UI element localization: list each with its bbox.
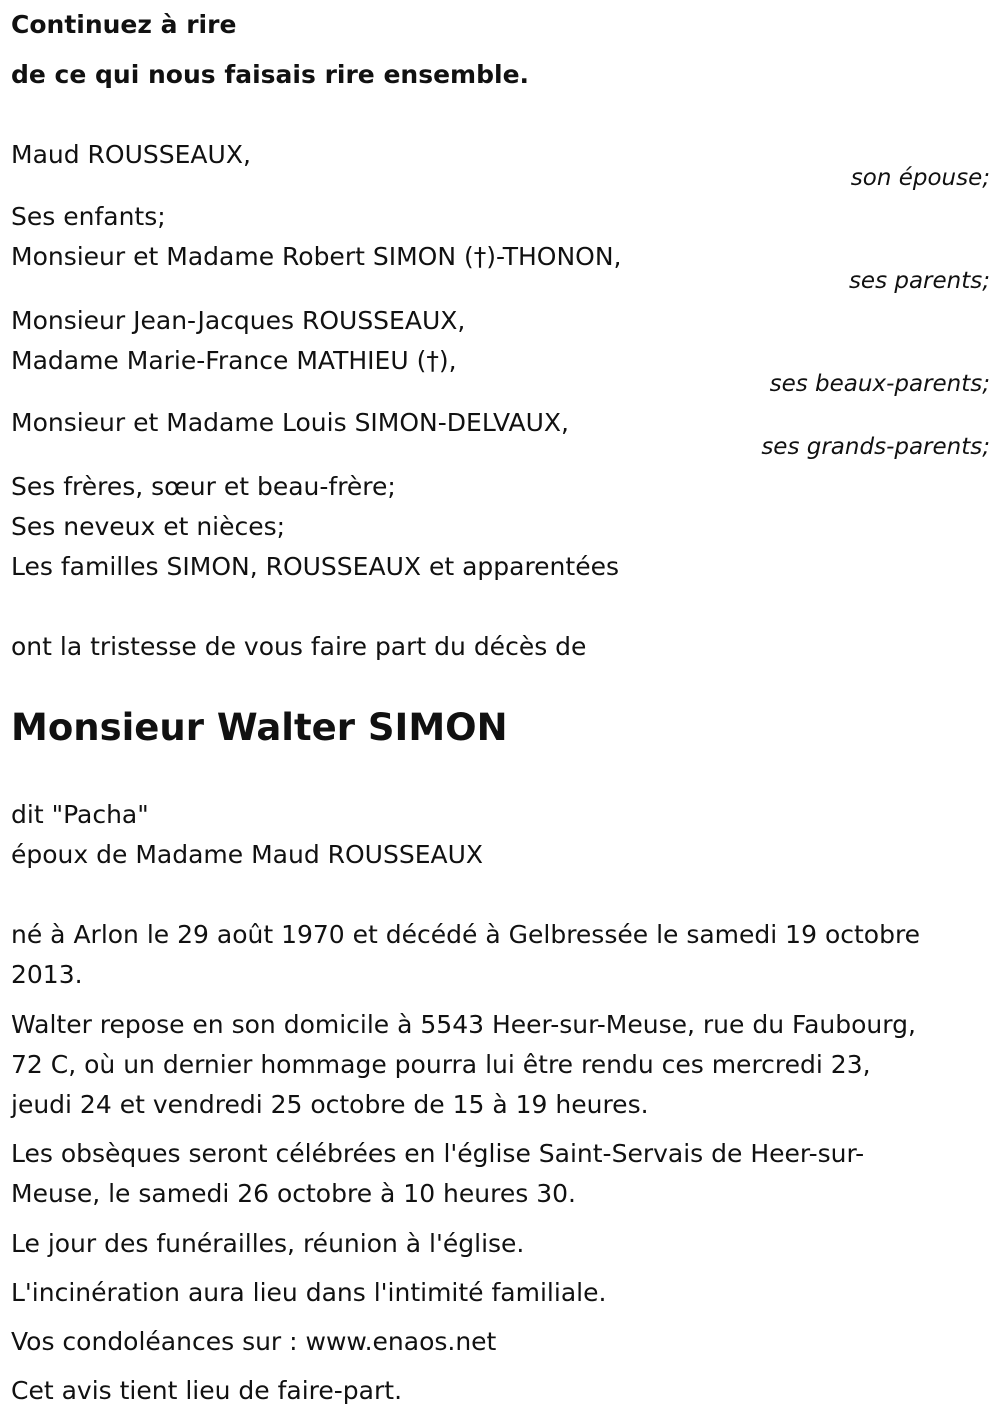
repose-line-1: Walter repose en son domicile à 5543 Heer-sur-Meuse, rue du Faubourg,	[11, 1010, 916, 1039]
inlaws-line-2: Madame Marie-France MATHIEU (†),	[11, 346, 457, 375]
grandparents-names: Monsieur et Madame Louis SIMON-DELVAUX,	[11, 408, 569, 437]
siblings-line: Ses frères, sœur et beau-frère;	[11, 472, 396, 501]
children-line: Ses enfants;	[11, 202, 166, 231]
funeral-line-1: Les obsèques seront célébrées en l'église Saint-Servais de Heer-sur-	[11, 1139, 865, 1168]
deceased-name: Monsieur Walter SIMON	[11, 706, 508, 749]
repose-line-3: jeudi 24 et vendredi 25 octobre de 15 à 19 heures.	[11, 1090, 649, 1119]
repose-line-2: 72 C, où un dernier hommage pourra lui être rendu ces mercredi 23,	[11, 1050, 871, 1079]
epigraph-line-1: Continuez à rire	[11, 10, 237, 39]
birth-death-line-2: 2013.	[11, 960, 83, 989]
parents-role: ses parents;	[848, 268, 990, 294]
cremation-line: L'incinération aura lieu dans l'intimité familiale.	[11, 1278, 607, 1307]
inlaws-role: ses beaux-parents;	[769, 371, 990, 397]
announcement-line: ont la tristesse de vous faire part du décès de	[11, 632, 587, 661]
spouse-name: Maud ROUSSEAUX,	[11, 140, 251, 169]
families-line: Les familles SIMON, ROUSSEAUX et apparentées	[11, 552, 619, 581]
condolences-line: Vos condoléances sur : www.enaos.net	[11, 1327, 497, 1356]
funeral-line-2: Meuse, le samedi 26 octobre à 10 heures 30.	[11, 1179, 576, 1208]
epigraph-line-2: de ce qui nous faisais rire ensemble.	[11, 60, 530, 89]
inlaws-line-1: Monsieur Jean-Jacques ROUSSEAUX,	[11, 306, 466, 335]
nickname-line: dit "Pacha"	[11, 800, 149, 829]
notice-line: Cet avis tient lieu de faire-part.	[11, 1376, 403, 1405]
meeting-line: Le jour des funérailles, réunion à l'église.	[11, 1229, 525, 1258]
grandparents-role: ses grands-parents;	[761, 434, 990, 460]
spouse-role: son épouse;	[850, 165, 990, 191]
spouse-of-line: époux de Madame Maud ROUSSEAUX	[11, 840, 484, 869]
birth-death-line-1: né à Arlon le 29 août 1970 et décédé à Gelbressée le samedi 19 octobre	[11, 920, 921, 949]
parents-names: Monsieur et Madame Robert SIMON (†)-THONON,	[11, 242, 622, 271]
nephews-line: Ses neveux et nièces;	[11, 512, 286, 541]
